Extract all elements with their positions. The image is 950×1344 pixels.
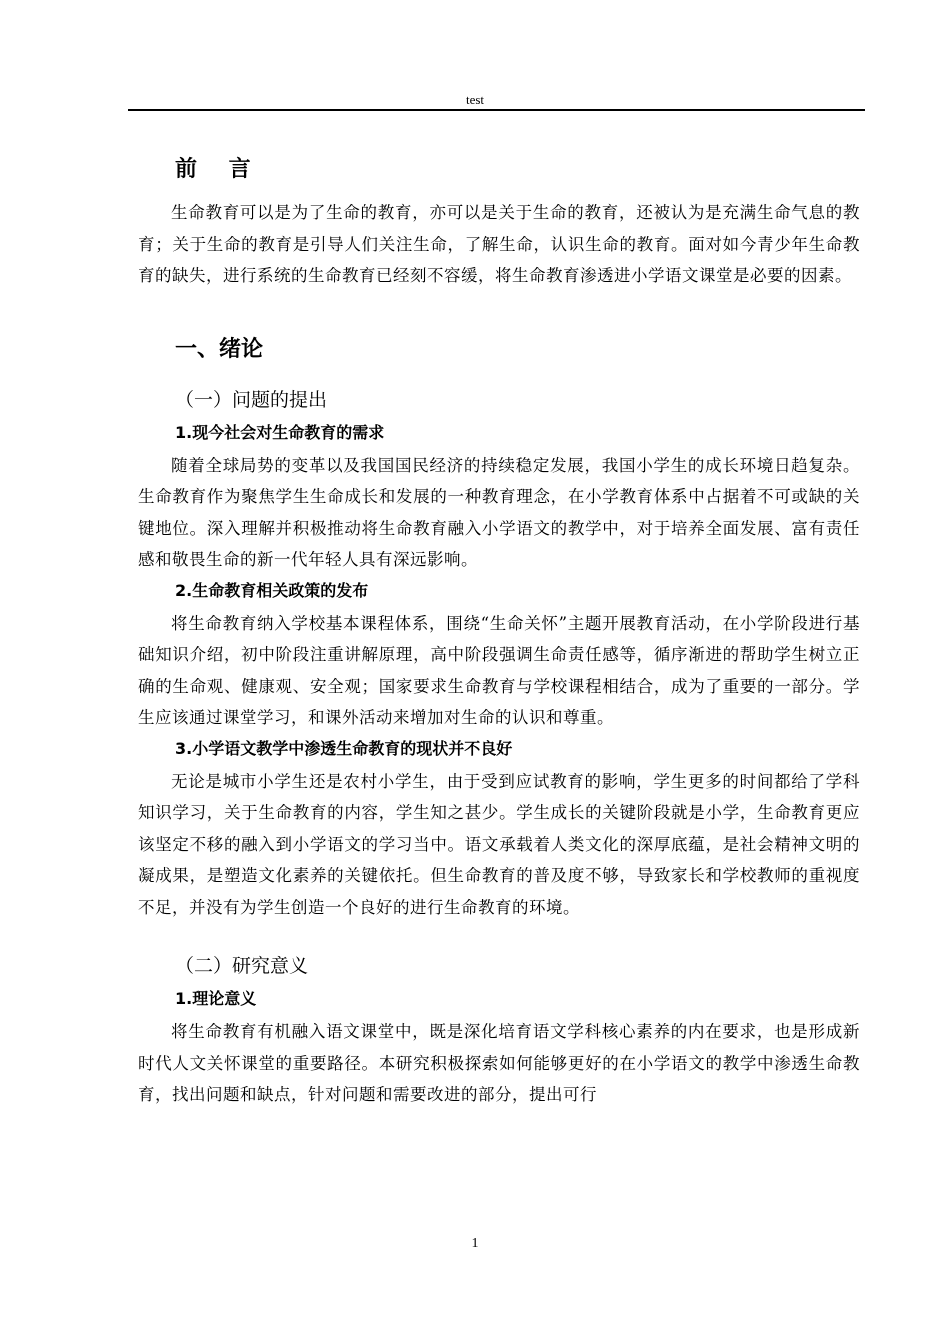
subsection-title-theory: 1.理论意义	[175, 989, 257, 1008]
paragraph-status: 无论是城市小学生还是农村小学生，由于受到应试教育的影响，学生更多的时间都给了学科知识学习，关于生命教育的内容，学生知之甚少。学生成长的关键阶段就是小学，生命教育更应该坚定不移的融入到小学语文的学习当中。语文承载着人类文化的深厚底蕴，是社会精神文明的凝成果，是塑造文化素养的关键依托。但生命教育的普及度不够，导致家长和学校教师的重视度不足，并没有为学生创造一个良好的进行生命教育的环境。	[138, 771, 860, 917]
preface-title: 前 言	[175, 157, 252, 182]
paragraph-theory: 将生命教育有机融入语文课堂中，既是深化培育语文学科核心素养的内在要求，也是形成新时代人文关怀课堂的重要路径。本研究积极探索如何能够更好的在小学语文的教学中渗透生命教育，找出问题和缺点，针对问题和需要改进的部分，提出可行	[138, 1022, 860, 1104]
section-title-problem: （一）问题的提出	[175, 388, 328, 411]
subsection-title-policy: 2.生命教育相关政策的发布	[175, 580, 369, 600]
subsection-title-need: 1.现今社会对生命教育的需求	[175, 422, 385, 442]
header-rule	[128, 109, 865, 111]
section-title-significance: （二）研究意义	[175, 955, 309, 977]
paragraph-policy: 将生命教育纳入学校基本课程体系，围绕“生命关怀”主题开展教育活动，在小学阶段进行基础知识介绍，初中阶段注重讲解原理，高中阶段强调生命责任感等，循序渐进的帮助学生树立正确的生命观、健康观、安全观；国家要求生命教育与学校课程相结合，成为了重要的一部分。学生应该通过课堂学习，和课外活动来增加对生命的认识和尊重。	[138, 613, 860, 727]
page-header: test	[465, 92, 485, 107]
preface-paragraph: 生命教育可以是为了生命的教育，亦可以是关于生命的教育，还被认为是充满生命气息的教育；关于生命的教育是引导人们关注生命，了解生命，认识生命的教育。面对如今青少年生命教育的缺失，进行系统的生命教育已经刻不容缓，将生命教育渗透进小学语文课堂是必要的因素。	[138, 203, 860, 285]
chapter-title: 一、绪论	[175, 336, 264, 362]
subsection-title-status: 3.小学语文教学中渗透生命教育的现状并不良好	[175, 738, 513, 758]
document-body	[138, 140, 860, 1111]
page-number: 1	[471, 1236, 479, 1251]
paragraph-need: 随着全球局势的变革以及我国国民经济的持续稳定发展，我国小学生的成长环境日趋复杂。生命教育作为聚焦学生生命成长和发展的一种教育理念，在小学教育体系中占据着不可或缺的关键地位。深入理解并积极推动将生命教育融入小学语文的教学中，对于培养全面发展、富有责任感和敬畏生命的新一代年轻人具有深远影响。	[138, 455, 860, 569]
